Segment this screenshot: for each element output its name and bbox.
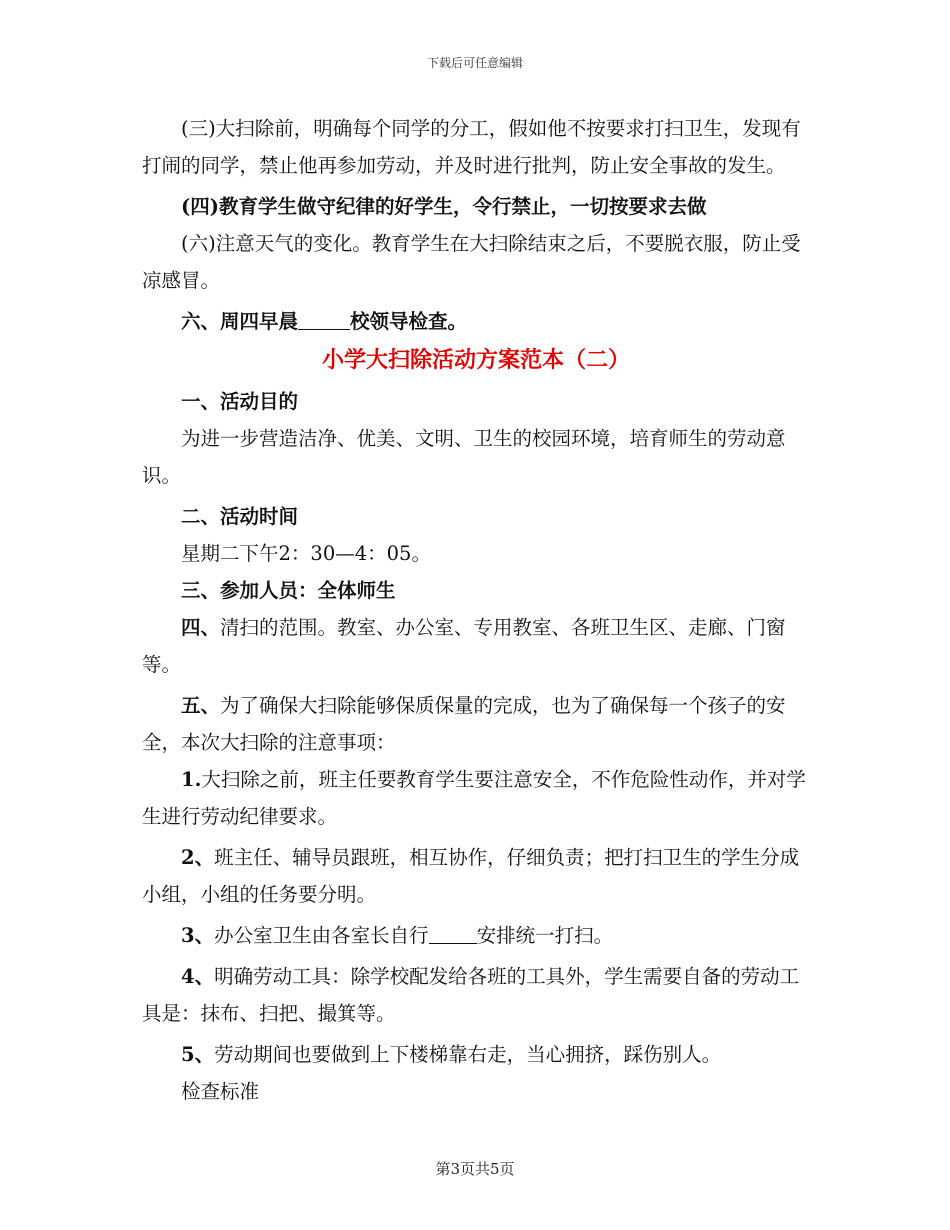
label: 四、 <box>181 616 221 639</box>
text-segment: 明确劳动工具：除学校配发给各班的工具外，学生需要自备的劳动工具是：抹布、扫把、撮箕等。 <box>142 965 800 1025</box>
list-item <box>142 761 810 835</box>
paragraph: (六)注意天气的变化。教育学生在大扫除结束之后，不要脱衣服，防止受凉感冒。 <box>142 232 801 292</box>
paragraph <box>142 609 810 683</box>
text-segment: 校领导检查。 <box>350 310 468 333</box>
list-item <box>142 839 810 913</box>
text-segment: 大扫除之前，班主任要教育学生要注意安全，不作危险性动作，并对学生进行劳动纪律要求。 <box>142 768 806 828</box>
text-segment: 清扫的范围。教室、办公室、专用教室、各班卫生区、走廊、门窗等。 <box>142 616 786 676</box>
heading: 一、活动目的 <box>181 390 299 413</box>
text-segment: 为了确保大扫除能够保质保量的完成，也为了确保每一个孩子的安全，本次大扫除的注意事项： <box>142 694 786 754</box>
label: 3、 <box>181 924 215 947</box>
heading: 二、活动时间 <box>181 505 299 528</box>
paragraph: (三)大扫除前，明确每个同学的分工，假如他不按要求打扫卫生，发现有打闹的同学，禁止他再参加劳动，并及时进行批判，防止安全事故的发生。 <box>142 117 801 177</box>
text-segment: 办公室卫生由各室长自行 <box>214 924 429 947</box>
label: 五、 <box>181 694 221 717</box>
paragraph: 星期二下午2：30—4：05。 <box>181 542 431 565</box>
label: 1. <box>181 768 202 791</box>
list-item <box>142 958 810 1032</box>
section-title: 小学大扫除活动方案范本（二） <box>321 347 630 373</box>
list-item <box>142 917 810 954</box>
list-item <box>142 1036 810 1073</box>
paragraph <box>142 687 810 761</box>
text-segment: 安排统一打扫。 <box>476 924 614 947</box>
text-segment: 班主任、辅导员跟班，相互协作，仔细负责；把打扫卫生的学生分成小组，小组的任务要分明。 <box>142 846 800 906</box>
heading: 三、参加人员：全体师生 <box>181 579 396 602</box>
label: 4、 <box>181 965 215 988</box>
paragraph: 为进一步营造洁净、优美、文明、卫生的校园环境，培育师生的劳动意识。 <box>142 427 786 487</box>
paragraph-bold <box>142 303 810 340</box>
fill-blank <box>429 924 477 945</box>
paragraph-bold: (四)教育学生做守纪律的好学生，令行禁止，一切按要求去做 <box>181 195 707 218</box>
page-footer: 第3页共5页 <box>435 1160 515 1178</box>
text-segment: 劳动期间也要做到上下楼梯靠右走，当心拥挤，踩伤别人。 <box>214 1043 722 1066</box>
paragraph: 检查标准 <box>181 1080 260 1103</box>
fill-blank <box>298 310 350 331</box>
text-segment: 六、周四早晨 <box>181 310 299 333</box>
page-header: 下载后可任意编辑 <box>426 56 523 70</box>
label: 2、 <box>181 846 215 869</box>
document-body <box>142 110 810 1110</box>
label: 5、 <box>181 1043 215 1066</box>
